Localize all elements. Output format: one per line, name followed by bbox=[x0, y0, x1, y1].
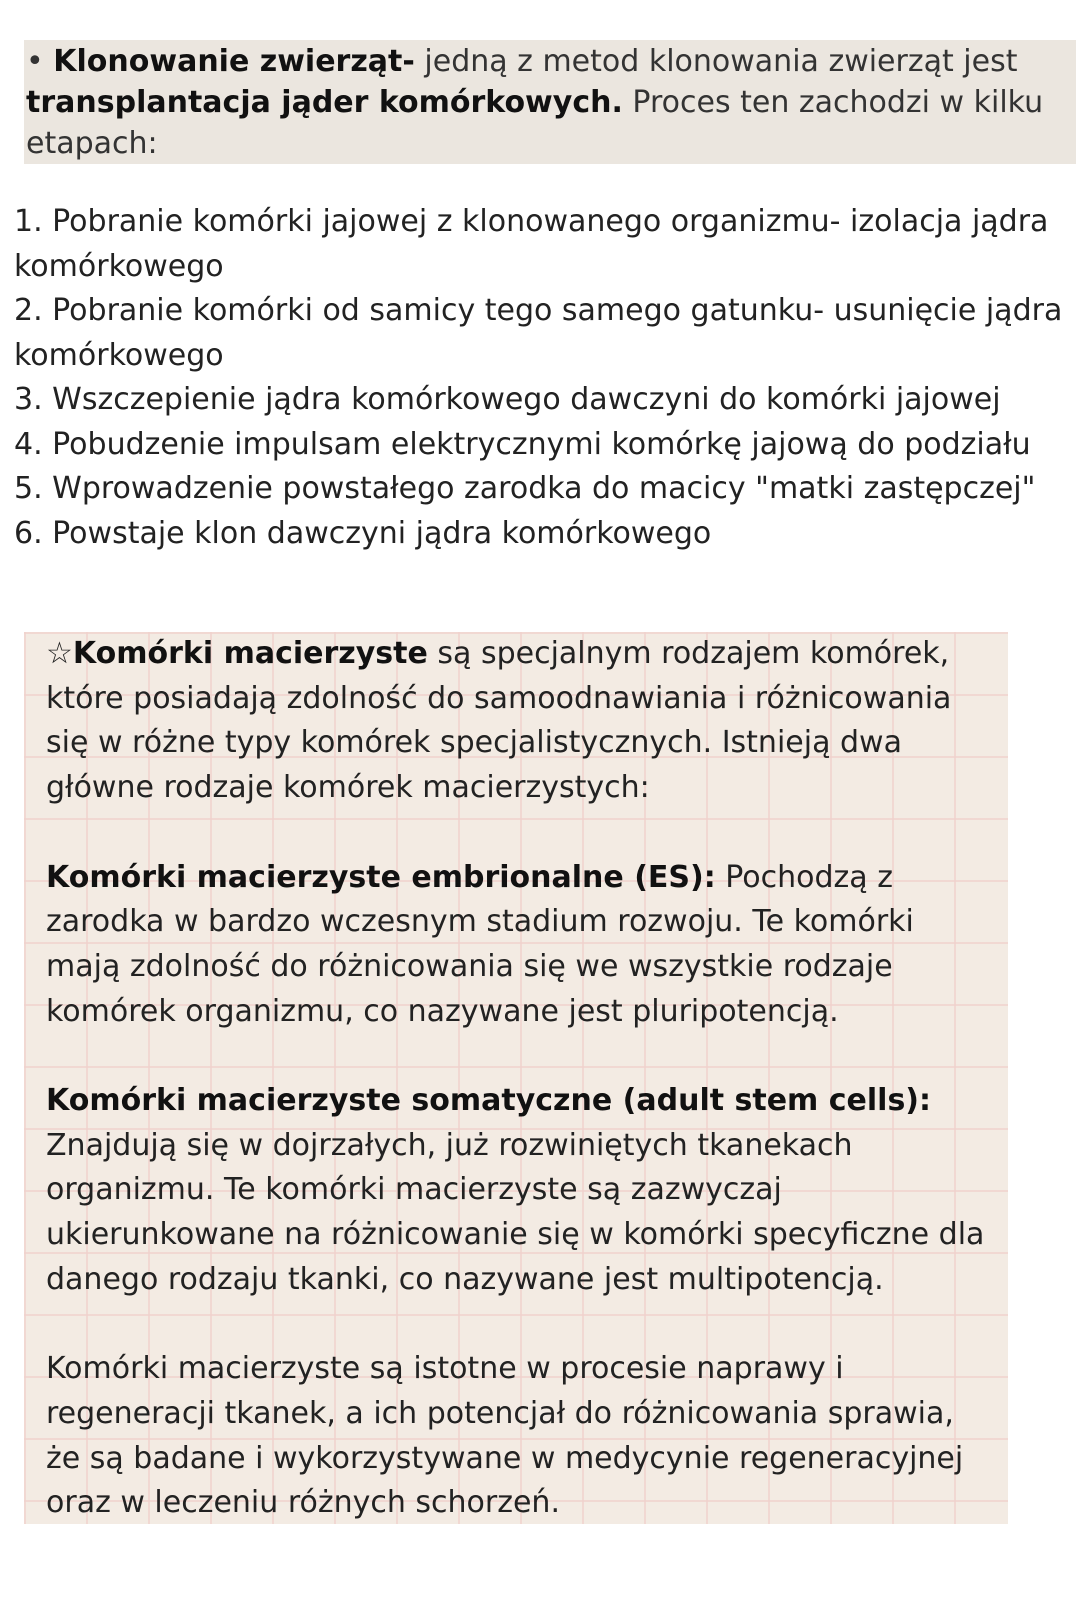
cloning-intro-text-b: Proces ten zachodzi w kilku etapach: bbox=[26, 85, 1044, 161]
cloning-intro-paragraph bbox=[26, 41, 1076, 164]
list-item: 5. Wprowadzenie powstałego zarodka do macicy "matki zastępczej" bbox=[14, 471, 1036, 506]
es-cells-text: Pochodzą z zarodka w bardzo wczesnym stadium rozwoju. Te komórki mają zdolność do różnicowania się we wszystkie rodzaje komórek organizmu, co nazywane jest pluripotencją. bbox=[46, 859, 914, 1029]
stem-cells-term: Komórki macierzyste bbox=[72, 636, 428, 671]
stem-cells-summary: Komórki macierzyste są istotne w procesie naprawy i regeneracji tkanek, a ich potencjał do różnicowania sprawia, że są badane i wykorzystywane w medycynie regeneracyjnej oraz w leczeniu różnych schorzeń. bbox=[46, 1351, 964, 1521]
bullet: • bbox=[26, 44, 44, 79]
list-item: 6. Powstaje klon dawczyni jądra komórkowego bbox=[14, 515, 712, 551]
cloning-method: transplantacja jąder komórkowych. bbox=[26, 85, 623, 120]
stem-cells-intro-text: są specjalnym rodzajem komórek, które posiadają zdolność do samoodnawiania i różnicowania się w różne typy komórek specjalistycznych. Istnieją dwa główne rodzaje komórek macierzystych: bbox=[46, 636, 952, 806]
cloning-steps-list bbox=[14, 200, 1074, 556]
somatic-cells-paragraph bbox=[46, 1079, 988, 1303]
cloning-term: Klonowanie zwierząt- bbox=[53, 44, 415, 79]
star-icon: ☆ bbox=[46, 636, 73, 671]
list-item: 1. Pobranie komórki jajowej z klonowanego organizmu- izolacja jądra komórkowego bbox=[14, 204, 1049, 284]
somatic-cells-text: Znajdują się w dojrzałych, już rozwiniętych tkanekach organizmu. Te komórki macierzyste są zazwyczaj ukierunkowane na różnicowanie się w komórki specyficzne dla danego rodzaju tkanki, co nazywane jest multipotencją. bbox=[46, 1127, 985, 1297]
cloning-intro-box bbox=[24, 40, 1076, 164]
stem-cells-box bbox=[24, 632, 1008, 1524]
list-item: 3. Wszczepienie jądra komórkowego dawczyni do komórki jajowej bbox=[14, 382, 1001, 417]
list-item: 4. Pobudzenie impulsam elektrycznymi komórkę jajową do podziału bbox=[14, 426, 1031, 462]
es-cells-term: Komórki macierzyste embrionalne (ES): bbox=[46, 859, 716, 895]
cloning-intro-text-a: jedną z metod klonowania zwierząt jest bbox=[414, 44, 1018, 79]
es-cells-paragraph bbox=[46, 856, 988, 1035]
stem-cells-intro bbox=[46, 632, 988, 811]
somatic-cells-term: Komórki macierzyste somatyczne (adult stem cells): bbox=[46, 1083, 932, 1118]
list-item: 2. Pobranie komórki od samicy tego samego gatunku- usunięcie jądra komórkowego bbox=[14, 293, 1063, 373]
